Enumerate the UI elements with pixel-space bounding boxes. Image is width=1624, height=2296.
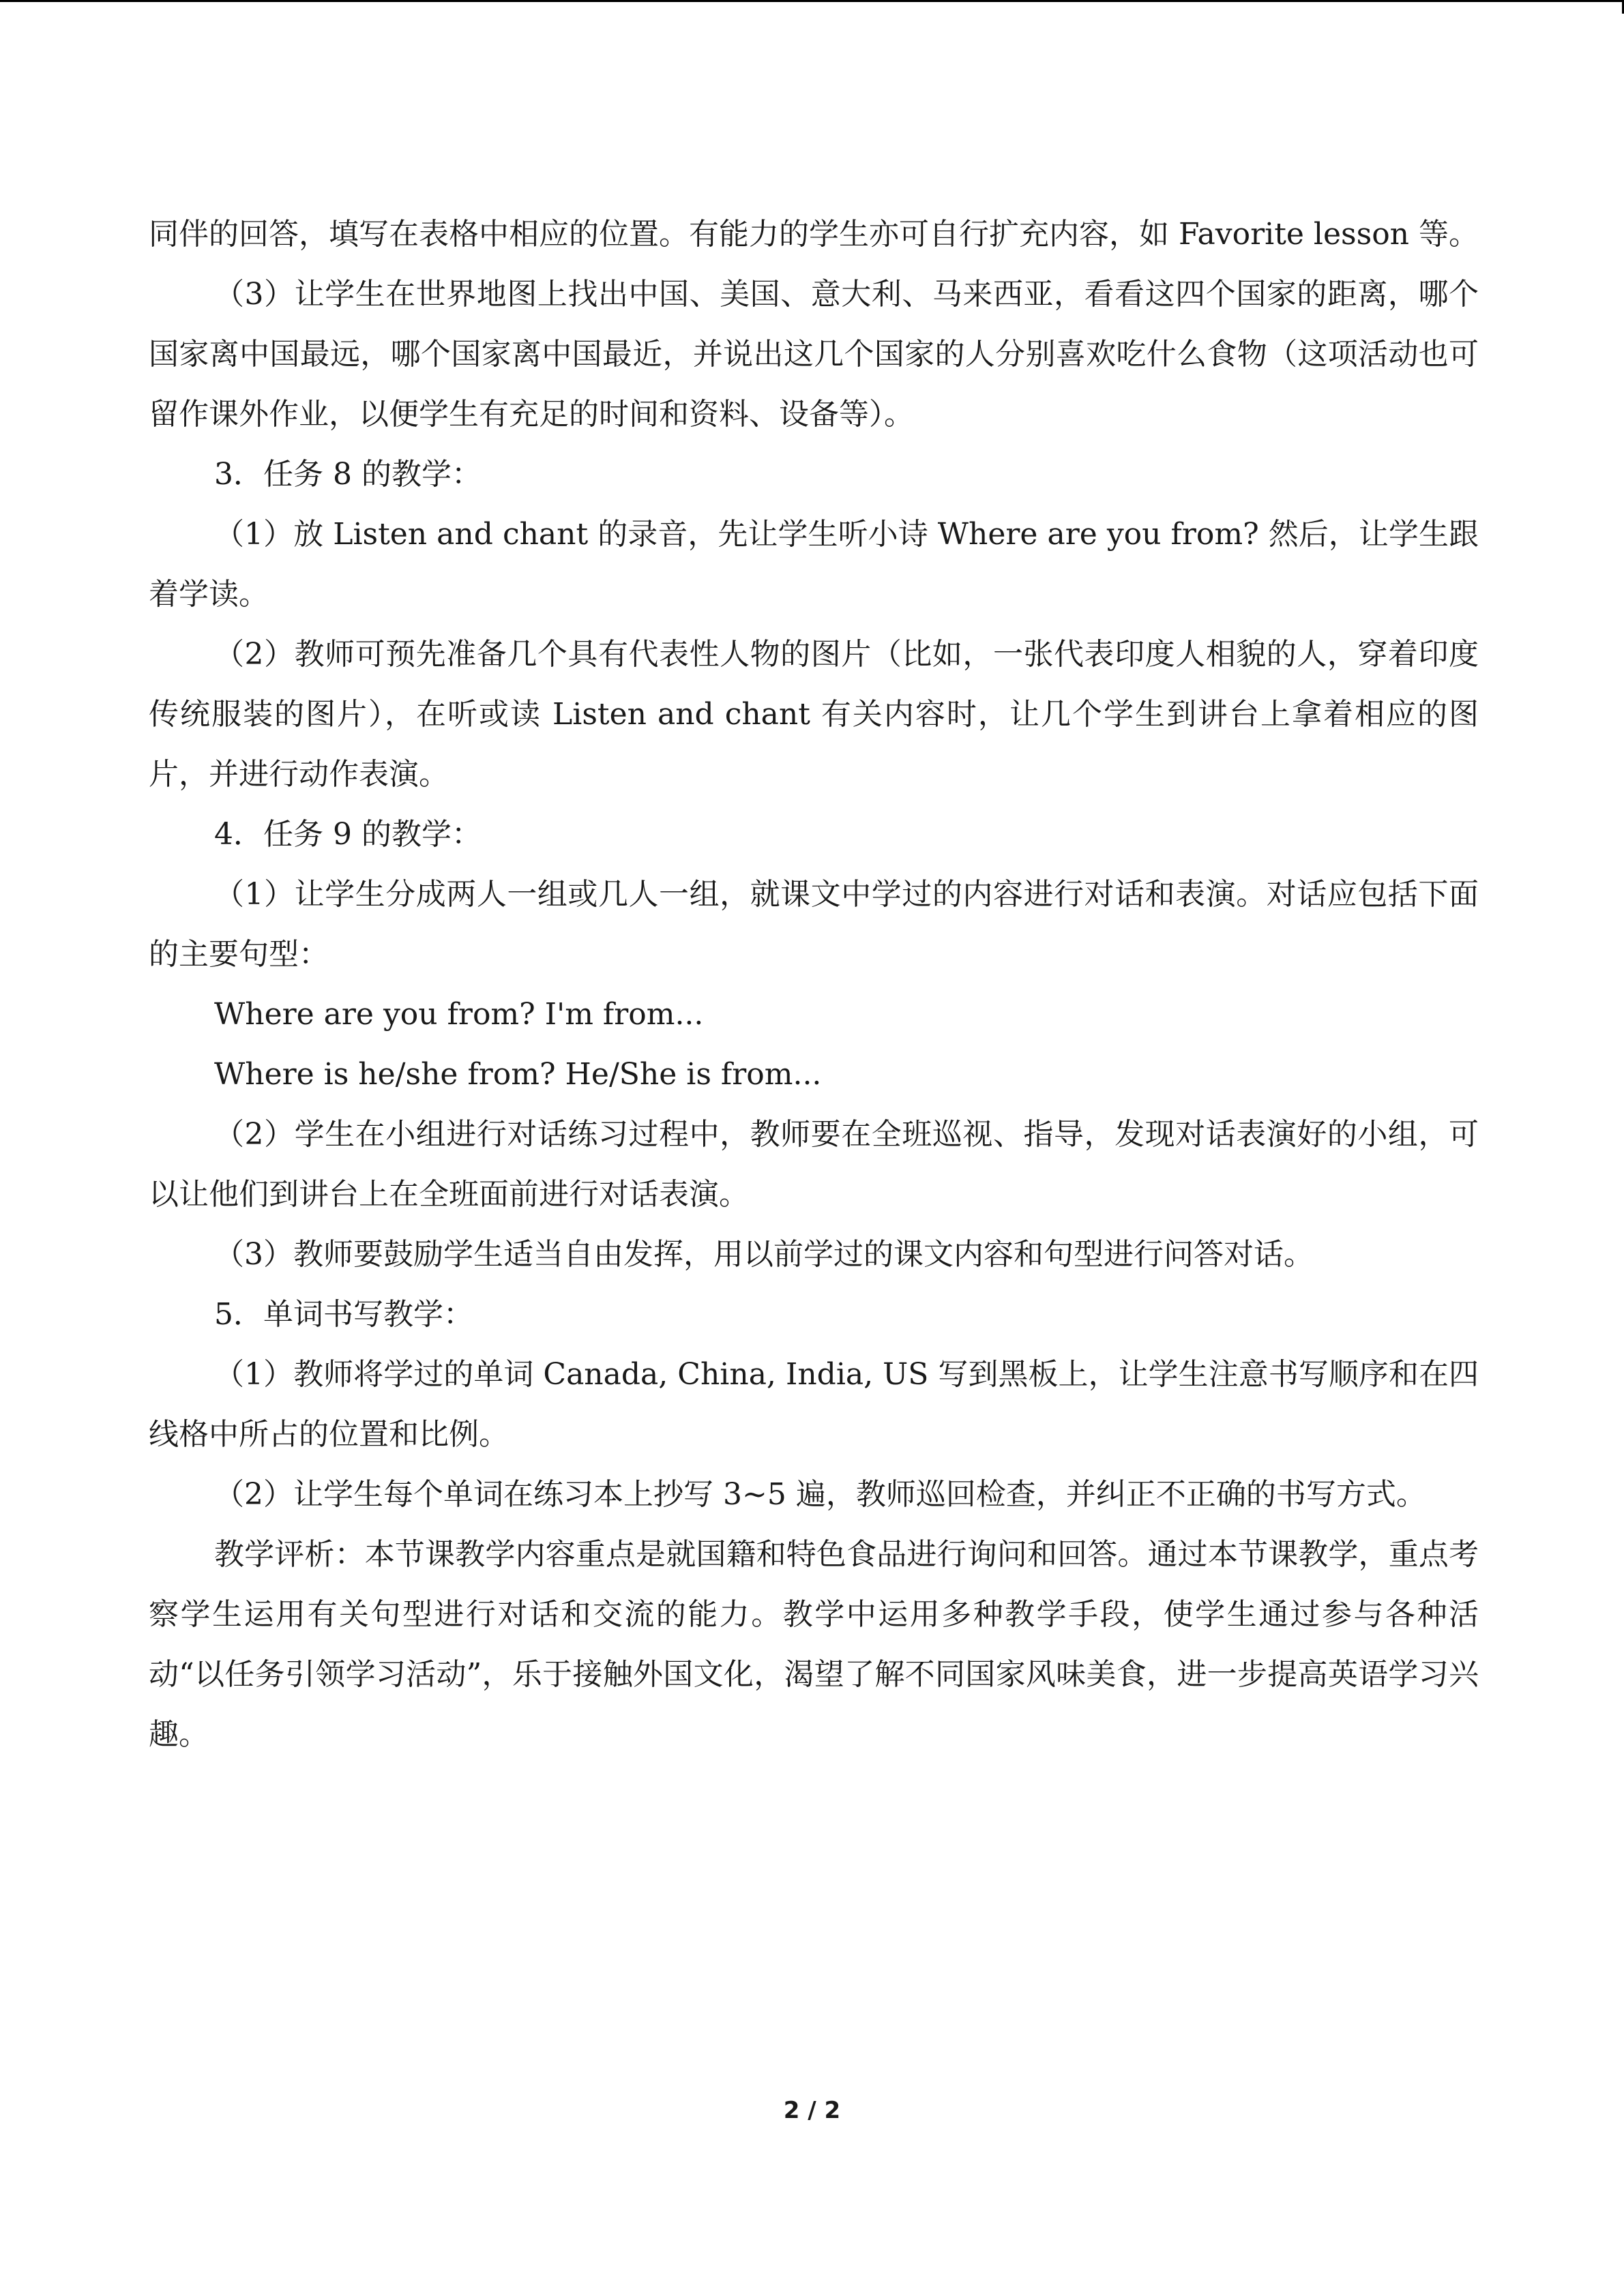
paragraph-continuation: 同伴的回答，填写在表格中相应的位置。有能力的学生亦可自行扩充内容，如 Favorite lesson 等。: [149, 217, 1479, 252]
page-number: 2 / 2: [783, 2097, 841, 2124]
paragraph-task-9-item-3: （3）教师要鼓励学生适当自由发挥，用以前学过的课文内容和句型进行问答对话。: [214, 1237, 1314, 1272]
paragraph-writing-item-2: （2）让学生每个单词在练习本上抄写 3~5 遍，教师巡回检查，并纠正不正确的书写方式。: [214, 1477, 1426, 1512]
section-heading-task-8: 3．任务 8 的教学：: [214, 457, 482, 492]
paragraph-task-9-item-1: （1）让学生分成两人一组或几人一组，就课文中学过的内容进行对话和表演。对话应包括下面的主要句型：: [149, 877, 1479, 972]
paragraph-task-8-item-1: （1）放 Listen and chant 的录音，先让学生听小诗 Where are you from? 然后，让学生跟着学读。: [149, 517, 1479, 612]
sentence-pattern-2: Where is he/she from? He/She is from...: [214, 1057, 822, 1092]
paragraph-item-3-map: （3）让学生在世界地图上找出中国、美国、意大利、马来西亚，看看这四个国家的距离，哪个国家离中国最远，哪个国家离中国最近，并说出这几个国家的人分别喜欢吃什么食物（这项活动也可留作课外作业，以便学生有充足的时间和资料、设备等）。: [149, 277, 1479, 432]
paragraph-writing-item-1: （1）教师将学过的单词 Canada, China, India, US 写到黑板上，让学生注意书写顺序和在四线格中所占的位置和比例。: [149, 1357, 1479, 1452]
section-heading-word-writing: 5．单词书写教学：: [214, 1297, 473, 1332]
section-heading-task-9: 4．任务 9 的教学：: [214, 817, 482, 852]
top-border-line: [0, 0, 1624, 2]
paragraph-task-9-item-2: （2）学生在小组进行对话练习过程中，教师要在全班巡视、指导，发现对话表演好的小组，可以让他们到讲台上在全班面前进行对话表演。: [149, 1117, 1479, 1212]
paragraph-teaching-evaluation: 教学评析：本节课教学内容重点是就国籍和特色食品进行询问和回答。通过本节课教学，重点考察学生运用有关句型进行对话和交流的能力。教学中运用多种教学手段，使学生通过参与各种活动“以任务引领学习活动”，乐于接触外国文化，渴望了解不同国家风味美食，进一步提高英语学习兴趣。: [149, 1537, 1479, 1752]
paragraph-task-8-item-2: （2）教师可预先准备几个具有代表性人物的图片（比如，一张代表印度人相貌的人，穿着印度传统服装的图片），在听或读 Listen and chant 有关内容时，让几个学生到讲台上拿着相应的图片，并进行动作表演。: [149, 637, 1479, 792]
sentence-pattern-1: Where are you from? I'm from...: [214, 997, 704, 1032]
document-body: [149, 205, 1479, 1765]
